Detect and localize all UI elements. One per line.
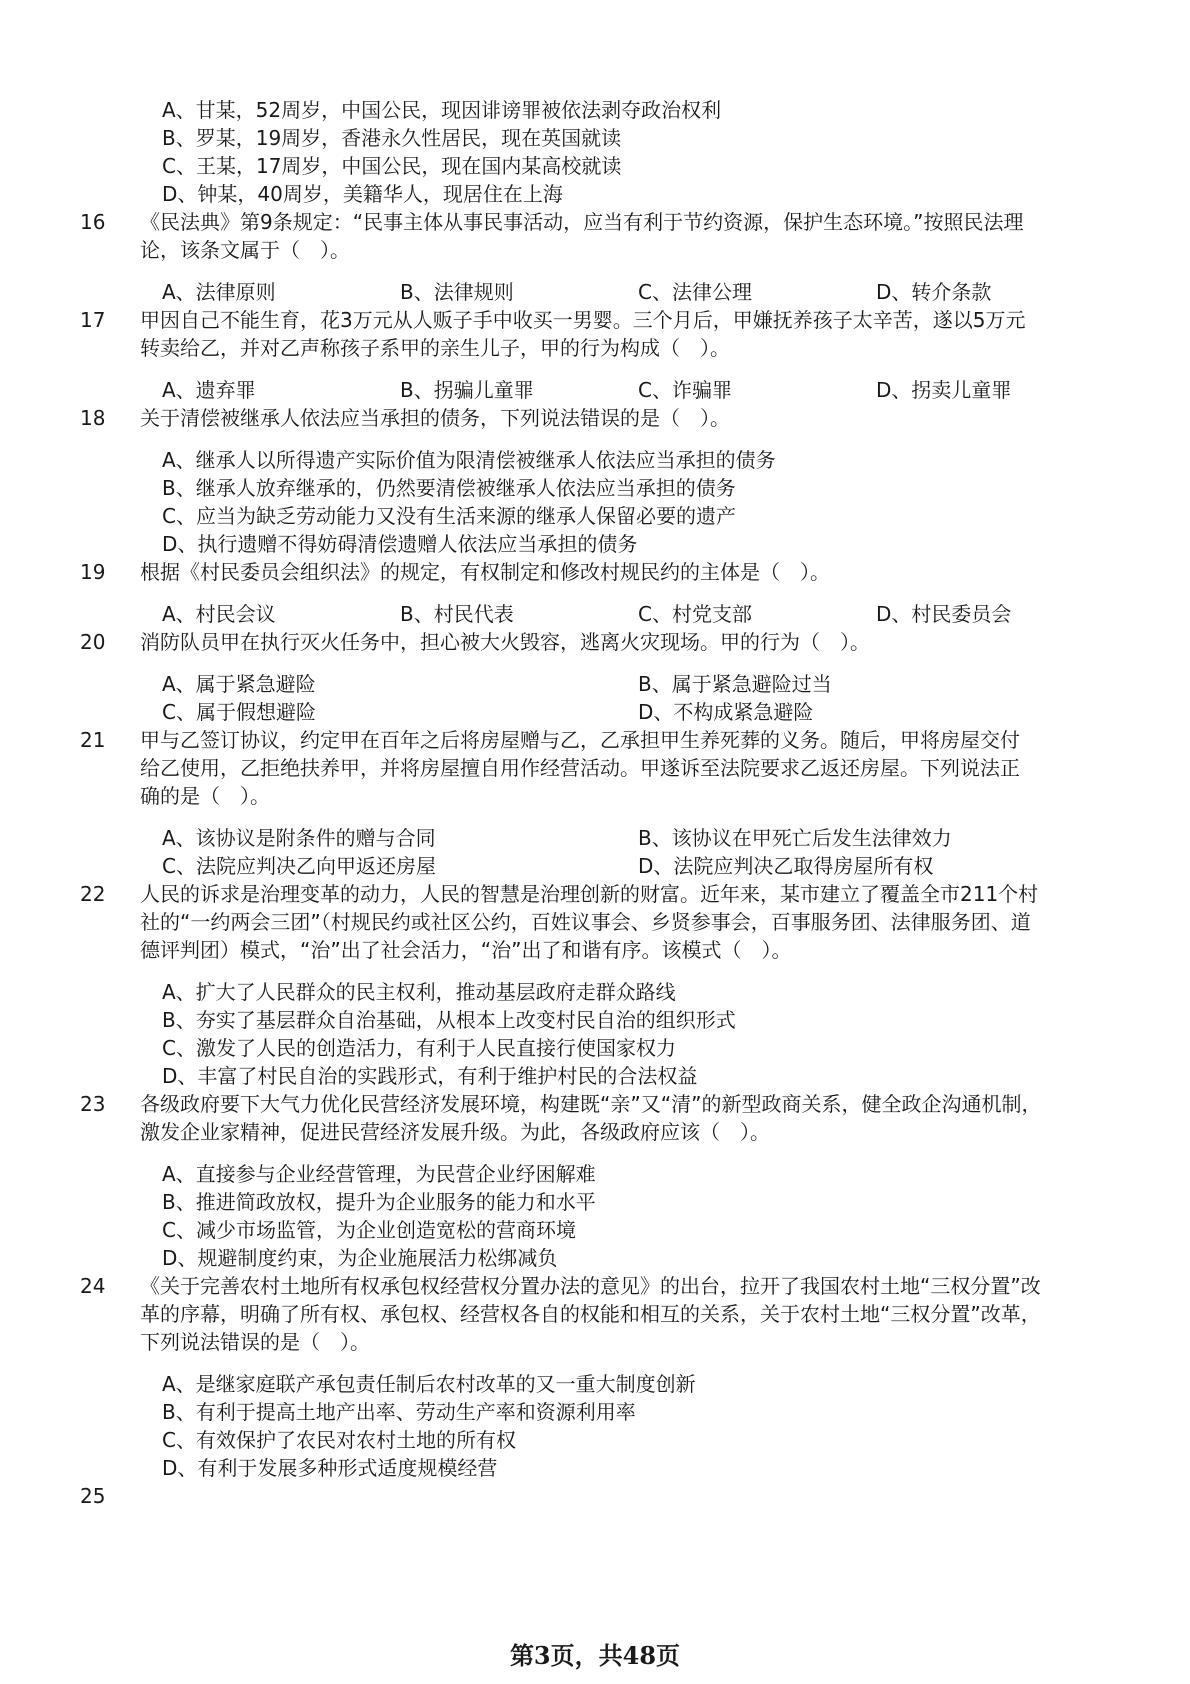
- option-d: D、拐卖儿童罪: [876, 378, 1012, 402]
- question-stem: 消防队员甲在执行灭火任务中，担心被大火毁容，逃离火灾现场。甲的行为（ ）。: [140, 630, 870, 654]
- option-c: C、应当为缺乏劳动能力又没有生活来源的继承人保留必要的遗产: [162, 504, 736, 528]
- question-stem: 下列说法错误的是（ ）。: [140, 1330, 370, 1354]
- question-number: 21: [80, 728, 106, 752]
- option-d: D、有利于发展多种形式适度规模经营: [162, 1456, 498, 1480]
- question-number: 24: [80, 1274, 106, 1298]
- page-footer: 第3页，共48页: [509, 1641, 681, 1670]
- question-stem: 论，该条文属于（ ）。: [140, 238, 350, 262]
- option-d: D、法院应判决乙取得房屋所有权: [638, 854, 934, 878]
- prev-option-a: A、甘某，52周岁，中国公民，现因诽谤罪被依法剥夺政治权利: [162, 98, 722, 122]
- option-c: C、激发了人民的创造活力，有利于人民直接行使国家权力: [162, 1036, 676, 1060]
- question-number: 17: [80, 308, 106, 332]
- question-number: 23: [80, 1092, 106, 1116]
- option-a: A、村民会议: [162, 602, 276, 626]
- option-b: B、法律规则: [400, 280, 514, 304]
- prev-option-c: C、王某，17周岁，中国公民，现在国内某高校就读: [162, 154, 622, 178]
- question-number: 16: [80, 210, 106, 234]
- option-b: B、该协议在甲死亡后发生法律效力: [638, 826, 952, 850]
- question-stem: 甲因自己不能生育，花3万元从人贩子手中收买一男婴。三个月后，甲嫌抚养孩子太辛苦，遂以5万元: [140, 308, 1026, 332]
- option-b: B、夯实了基层群众自治基础，从根本上改变村民自治的组织形式: [162, 1008, 736, 1032]
- option-a: A、是继家庭联产承包责任制后农村改革的又一重大制度创新: [162, 1372, 696, 1396]
- question-stem: 社的“一约两会三团”（村规民约或社区公约，百姓议事会、乡贤参事会，百事服务团、法律服务团、道: [140, 910, 1031, 934]
- question-stem: 关于清偿被继承人依法应当承担的债务，下列说法错误的是（ ）。: [140, 406, 730, 430]
- option-b: B、推进简政放权，提升为企业服务的能力和水平: [162, 1190, 596, 1214]
- question-number: 22: [80, 882, 106, 906]
- option-c: C、诈骗罪: [638, 378, 732, 402]
- option-c: C、减少市场监管，为企业创造宽松的营商环境: [162, 1218, 576, 1242]
- option-c: C、法律公理: [638, 280, 752, 304]
- option-a: A、继承人以所得遗产实际价值为限清偿被继承人依法应当承担的债务: [162, 448, 776, 472]
- option-d: D、规避制度约束，为企业施展活力松绑减负: [162, 1246, 558, 1270]
- option-a: A、扩大了人民群众的民主权利，推动基层政府走群众路线: [162, 980, 676, 1004]
- option-d: D、丰富了村民自治的实践形式，有利于维护村民的合法权益: [162, 1064, 698, 1088]
- option-d: D、转介条款: [876, 280, 992, 304]
- option-a: A、直接参与企业经营管理，为民营企业纾困解难: [162, 1162, 596, 1186]
- question-stem: 给乙使用，乙拒绝扶养甲，并将房屋擅自用作经营活动。甲遂诉至法院要求乙返还房屋。下列说法正: [140, 756, 1020, 780]
- option-b: B、继承人放弃继承的，仍然要清偿被继承人依法应当承担的债务: [162, 476, 736, 500]
- option-a: A、该协议是附条件的赠与合同: [162, 826, 436, 850]
- question-number: 19: [80, 560, 106, 584]
- question-stem: 德评判团）模式，“治”出了社会活力，“治”出了和谐有序。该模式（ ）。: [140, 938, 792, 962]
- question-number: 18: [80, 406, 106, 430]
- option-a: A、法律原则: [162, 280, 276, 304]
- question-stem: 各级政府要下大气力优化民营经济发展环境，构建既“亲”又“清”的新型政商关系，健全政企沟通机制，: [140, 1092, 1042, 1116]
- question-stem: 转卖给乙，并对乙声称孩子系甲的亲生儿子，甲的行为构成（ ）。: [140, 336, 730, 360]
- question-stem: 激发企业家精神，促进民营经济发展升级。为此，各级政府应该（ ）。: [140, 1120, 770, 1144]
- question-stem: 《民法典》第9条规定：“民事主体从事民事活动，应当有利于节约资源，保护生态环境。”按照民法理: [140, 210, 1024, 234]
- option-a: A、遗弃罪: [162, 378, 256, 402]
- question-stem: 革的序幕，明确了所有权、承包权、经营权各自的权能和相互的关系，关于农村土地“三权分置”改革，: [140, 1302, 1041, 1326]
- question-stem: 确的是（ ）。: [140, 784, 270, 808]
- prev-option-d: D、钟某，40周岁，美籍华人，现居住在上海: [162, 182, 563, 206]
- option-b: B、拐骗儿童罪: [400, 378, 534, 402]
- question-number: 25: [80, 1484, 106, 1508]
- question-stem: 《关于完善农村土地所有权承包权经营权分置办法的意见》的出台，拉开了我国农村土地“三权分置”改: [140, 1274, 1041, 1298]
- option-b: B、有利于提高土地产出率、劳动生产率和资源利用率: [162, 1400, 636, 1424]
- option-c: C、法院应判决乙向甲返还房屋: [162, 854, 436, 878]
- question-number: 20: [80, 630, 106, 654]
- option-b: B、村民代表: [400, 602, 514, 626]
- option-c: C、属于假想避险: [162, 700, 316, 724]
- question-stem: 根据《村民委员会组织法》的规定，有权制定和修改村规民约的主体是（ ）。: [140, 560, 830, 584]
- question-stem: 人民的诉求是治理变革的动力，人民的智慧是治理创新的财富。近年来，某市建立了覆盖全市211个村: [140, 882, 1039, 906]
- option-d: D、村民委员会: [876, 602, 1012, 626]
- option-d: D、不构成紧急避险: [638, 700, 814, 724]
- option-c: C、村党支部: [638, 602, 752, 626]
- option-c: C、有效保护了农民对农村土地的所有权: [162, 1428, 516, 1452]
- option-b: B、属于紧急避险过当: [638, 672, 832, 696]
- prev-option-b: B、罗某，19周岁，香港永久性居民，现在英国就读: [162, 126, 622, 150]
- option-a: A、属于紧急避险: [162, 672, 316, 696]
- option-d: D、执行遗赠不得妨碍清偿遗赠人依法应当承担的债务: [162, 532, 638, 556]
- question-stem: 甲与乙签订协议，约定甲在百年之后将房屋赠与乙，乙承担甲生养死葬的义务。随后，甲将房屋交付: [140, 728, 1020, 752]
